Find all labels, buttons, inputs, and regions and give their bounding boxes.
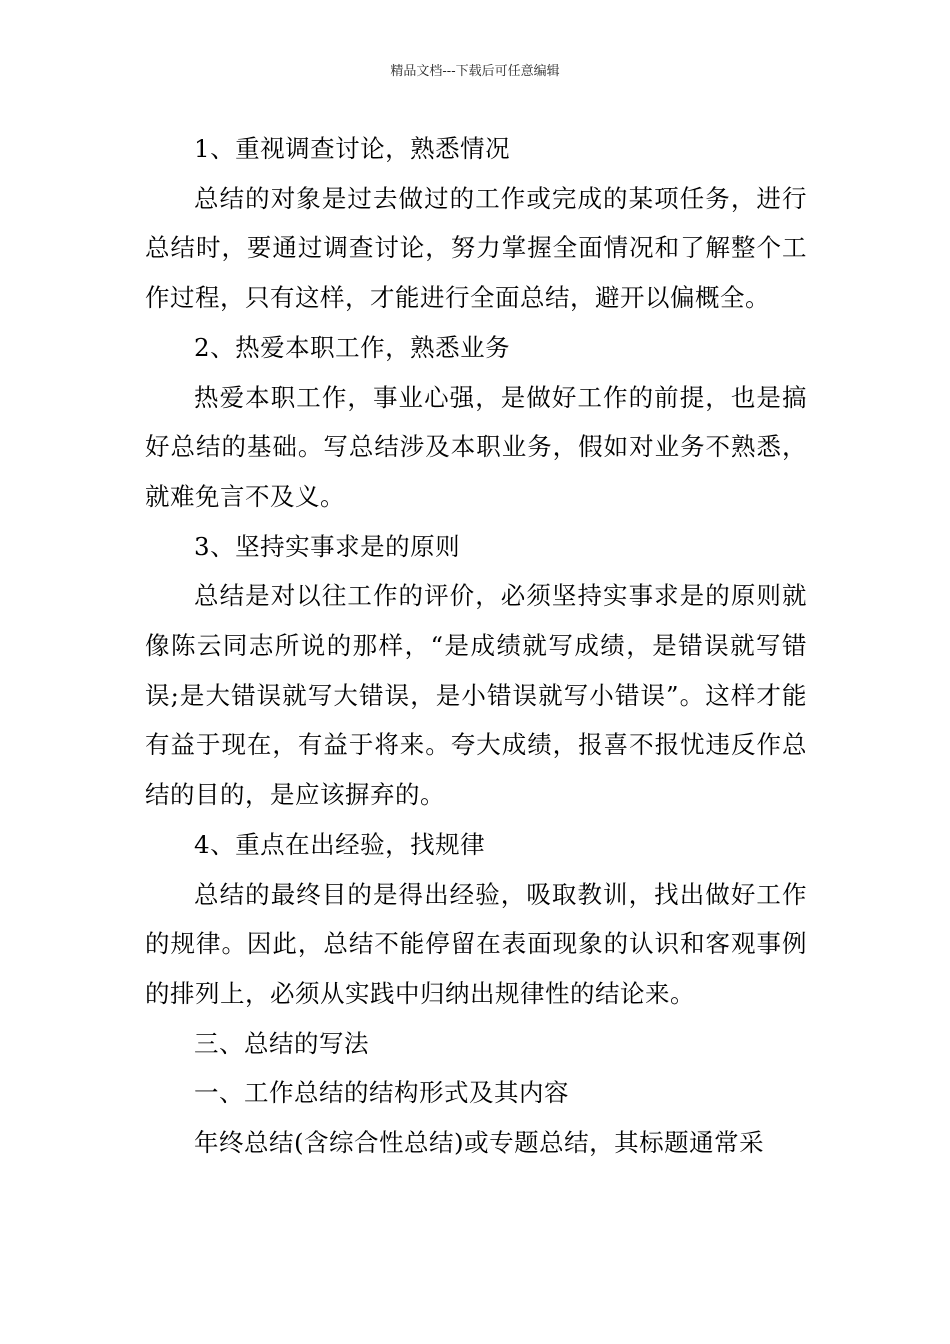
document-body	[145, 124, 807, 1168]
paragraph-4: 总结的最终目的是得出经验，吸取教训，找出做好工作的规律。因此，总结不能停留在表面现象的认识和客观事例的排列上，必须从实践中归纳出规律性的结论来。	[145, 879, 807, 1008]
section-heading-4: 4、重点在出经验，找规律	[194, 829, 486, 859]
paragraph-1: 总结的对象是过去做过的工作或完成的某项任务，进行总结时，要通过调查讨论，努力掌握全面情况和了解整个工作过程，只有这样，才能进行全面总结，避开以偏概全。	[145, 183, 807, 313]
subchapter-heading-1: 一、工作总结的结构形式及其内容	[194, 1078, 569, 1108]
paragraph-3: 总结是对以往工作的评价，必须坚持实事求是的原则就像陈云同志所说的那样，“是成绩就写成绩，是错误就写错误;是大错误就写大错误，是小错误就写小错误”。这样才能有益于现在，有益于将来。夸大成绩，报喜不报忧违反作总结的目的，是应该摒弃的。	[145, 581, 807, 810]
section-heading-1: 1、重视调查讨论，熟悉情况	[194, 134, 511, 163]
section-heading-2: 2、热爱本职工作，熟悉业务	[194, 332, 511, 362]
paragraph-2: 热爱本职工作，事业心强，是做好工作的前提，也是搞好总结的基础。写总结涉及本职业务，假如对业务不熟悉，就难免言不及义。	[145, 382, 807, 511]
section-heading-3: 3、坚持实事求是的原则	[194, 531, 461, 561]
page-header: 精品文档---下载后可任意编辑	[390, 64, 560, 79]
chapter-heading-3: 三、总结的写法	[194, 1028, 369, 1058]
paragraph-5: 年终总结(含综合性总结)或专题总结，其标题通常采	[194, 1128, 765, 1158]
